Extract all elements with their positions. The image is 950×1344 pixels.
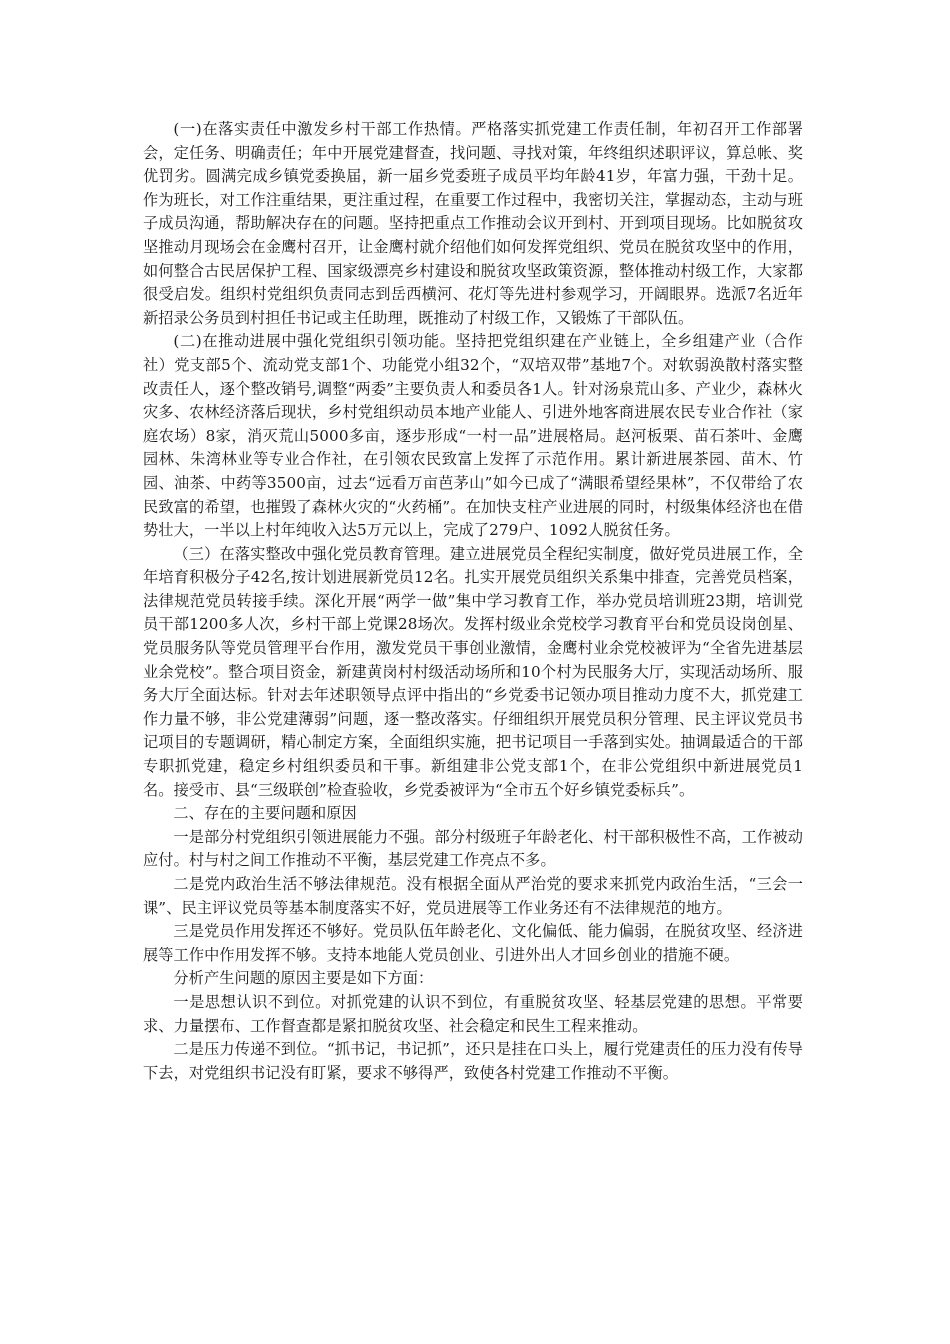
paragraph-problem-three: 三是党员作用发挥还不够好。党员队伍年龄老化、文化偏低、能力偏弱，在脱贫攻坚、经济进展等工作中作用发挥不够。支持本地能人党员创业、引进外出人才回乡创业的措施不硬。: [143, 922, 803, 964]
paragraph-problem-two: 二是党内政治生活不够法律规范。没有根据全面从严治党的要求来抓党内政治生活，“三会一课”、民主评议党员等基本制度落实不好，党员进展等工作业务还有不法律规范的地方。: [143, 875, 803, 917]
paragraph-party-organization: (二)在推动进展中强化党组织引领功能。坚持把党组织建在产业链上，全乡组建产业（合作社）党支部5个、流动党支部1个、功能党小组32个，“双培双带”基地7个。对软弱涣散村落实整改责任人，逐个整改销号,调整“两委”主要负责人和委员各1人。针对汤泉荒山多、产业少，森林火灾多、农林经济落后现状，乡村党组织动员本地产业能人、引进外地客商进展农民专业合作社（家庭农场）8家，消灭荒山5000多亩，逐步形成“一村一品”进展格局。赵河板栗、苗石茶叶、金鹰园林、朱湾林业等专业合作社，在引领农民致富上发挥了示范作用。累计新进展茶园、苗木、竹园、油茶、中药等3500亩，过去“远看万亩芭茅山”如今已成了“满眼希望经果林”，不仅带给了农民致富的希望，也摧毁了森林火灾的“火药桶”。在加快支柱产业进展的同时，村级集体经济也在借势壮大，一半以上村年纯收入达5万元以上，完成了279户、1092人脱贫任务。: [143, 332, 803, 540]
document-page: [143, 118, 803, 1085]
paragraph-cause-two: 二是压力传递不到位。“抓书记，书记抓”，还只是挂在口头上，履行党建责任的压力没有传导下去，对党组织书记没有盯紧，要求不够得严，致使各村党建工作推动不平衡。: [143, 1040, 803, 1082]
paragraph-problem-one: 一是部分村党组织引领进展能力不强。部分村级班子年龄老化、村干部积极性不高，工作被动应付。村与村之间工作推动不平衡，基层党建工作亮点不多。: [143, 827, 803, 870]
paragraph-cause-one: 一是思想认识不到位。对抓党建的认识不到位，有重脱贫攻坚、轻基层党建的思想。平常要求、力量摆布、工作督查都是紧扣脱贫攻坚、社会稳定和民生工程来推动。: [143, 992, 803, 1035]
paragraph-cause-intro: 分析产生问题的原因主要是如下方面：: [173, 969, 434, 988]
paragraph-responsibility: (一)在落实责任中激发乡村干部工作热情。严格落实抓党建工作责任制，年初召开工作部署会，定任务、明确责任；年中开展党建督查，找问题、寻找对策，年终组织述职评议，算总帐、奖优罚劣。圆满完成乡镇党委换届，新一届乡党委班子成员平均年龄41岁，年富力强，干劲十足。作为班长，对工作注重结果，更注重过程，在重要工作过程中，我密切关注，掌握动态，主动与班子成员沟通，帮助解决存在的问题。坚持把重点工作推动会议开到村、开到项目现场。比如脱贫攻坚推动月现场会在金鹰村召开，让金鹰村就介绍他们如何发挥党组织、党员在脱贫攻坚中的作用，如何整合古民居保护工程、国家级漂亮乡村建设和脱贫攻坚政策资源，整体推动村级工作，大家都很受启发。组织村党组织负责同志到岳西横河、花灯等先进村参观学习，开阔眼界。选派7名近年新招录公务员到村担任书记或主任助理，既推动了村级工作，又锻炼了干部队伍。: [143, 120, 803, 327]
paragraph-party-member-education: （三）在落实整改中强化党员教育管理。建立进展党员全程纪实制度，做好党员进展工作，全年培育积极分子42名,按计划进展新党员12名。扎实开展党员组织关系集中排查，完善党员档案，法律规范党员转接手续。深化开展“两学一做”集中学习教育工作，举办党员培训班23期，培训党员干部1200多人次，乡村干部上党课28场次。发挥村级业余党校学习教育平台和党员设岗创星、党员服务队等党员管理平台作用，激发党员干事创业激情，金鹰村业余党校被评为“全省先进基层业余党校”。整合项目资金，新建黄岗村村级活动场所和10个村为民服务大厅，实现活动场所、服务大厅全面达标。针对去年述职领导点评中指出的“乡党委书记领办项目推动力度不大，抓党建工作力量不够，非公党建薄弱”问题，逐一整改落实。仔细组织开展党员积分管理、民主评议党员书记项目的专题调研，精心制定方案，全面组织实施，把书记项目一手落到实处。抽调最适合的干部专职抓党建，稳定乡村组织委员和干事。新组建非公党支部1个，在非公党组织中新进展党员1名。接受市、县“三级联创”检查验收，乡党委被评为“全市五个好乡镇党委标兵”。: [143, 544, 803, 799]
section-heading-problems: 二、存在的主要问题和原因: [173, 804, 357, 823]
